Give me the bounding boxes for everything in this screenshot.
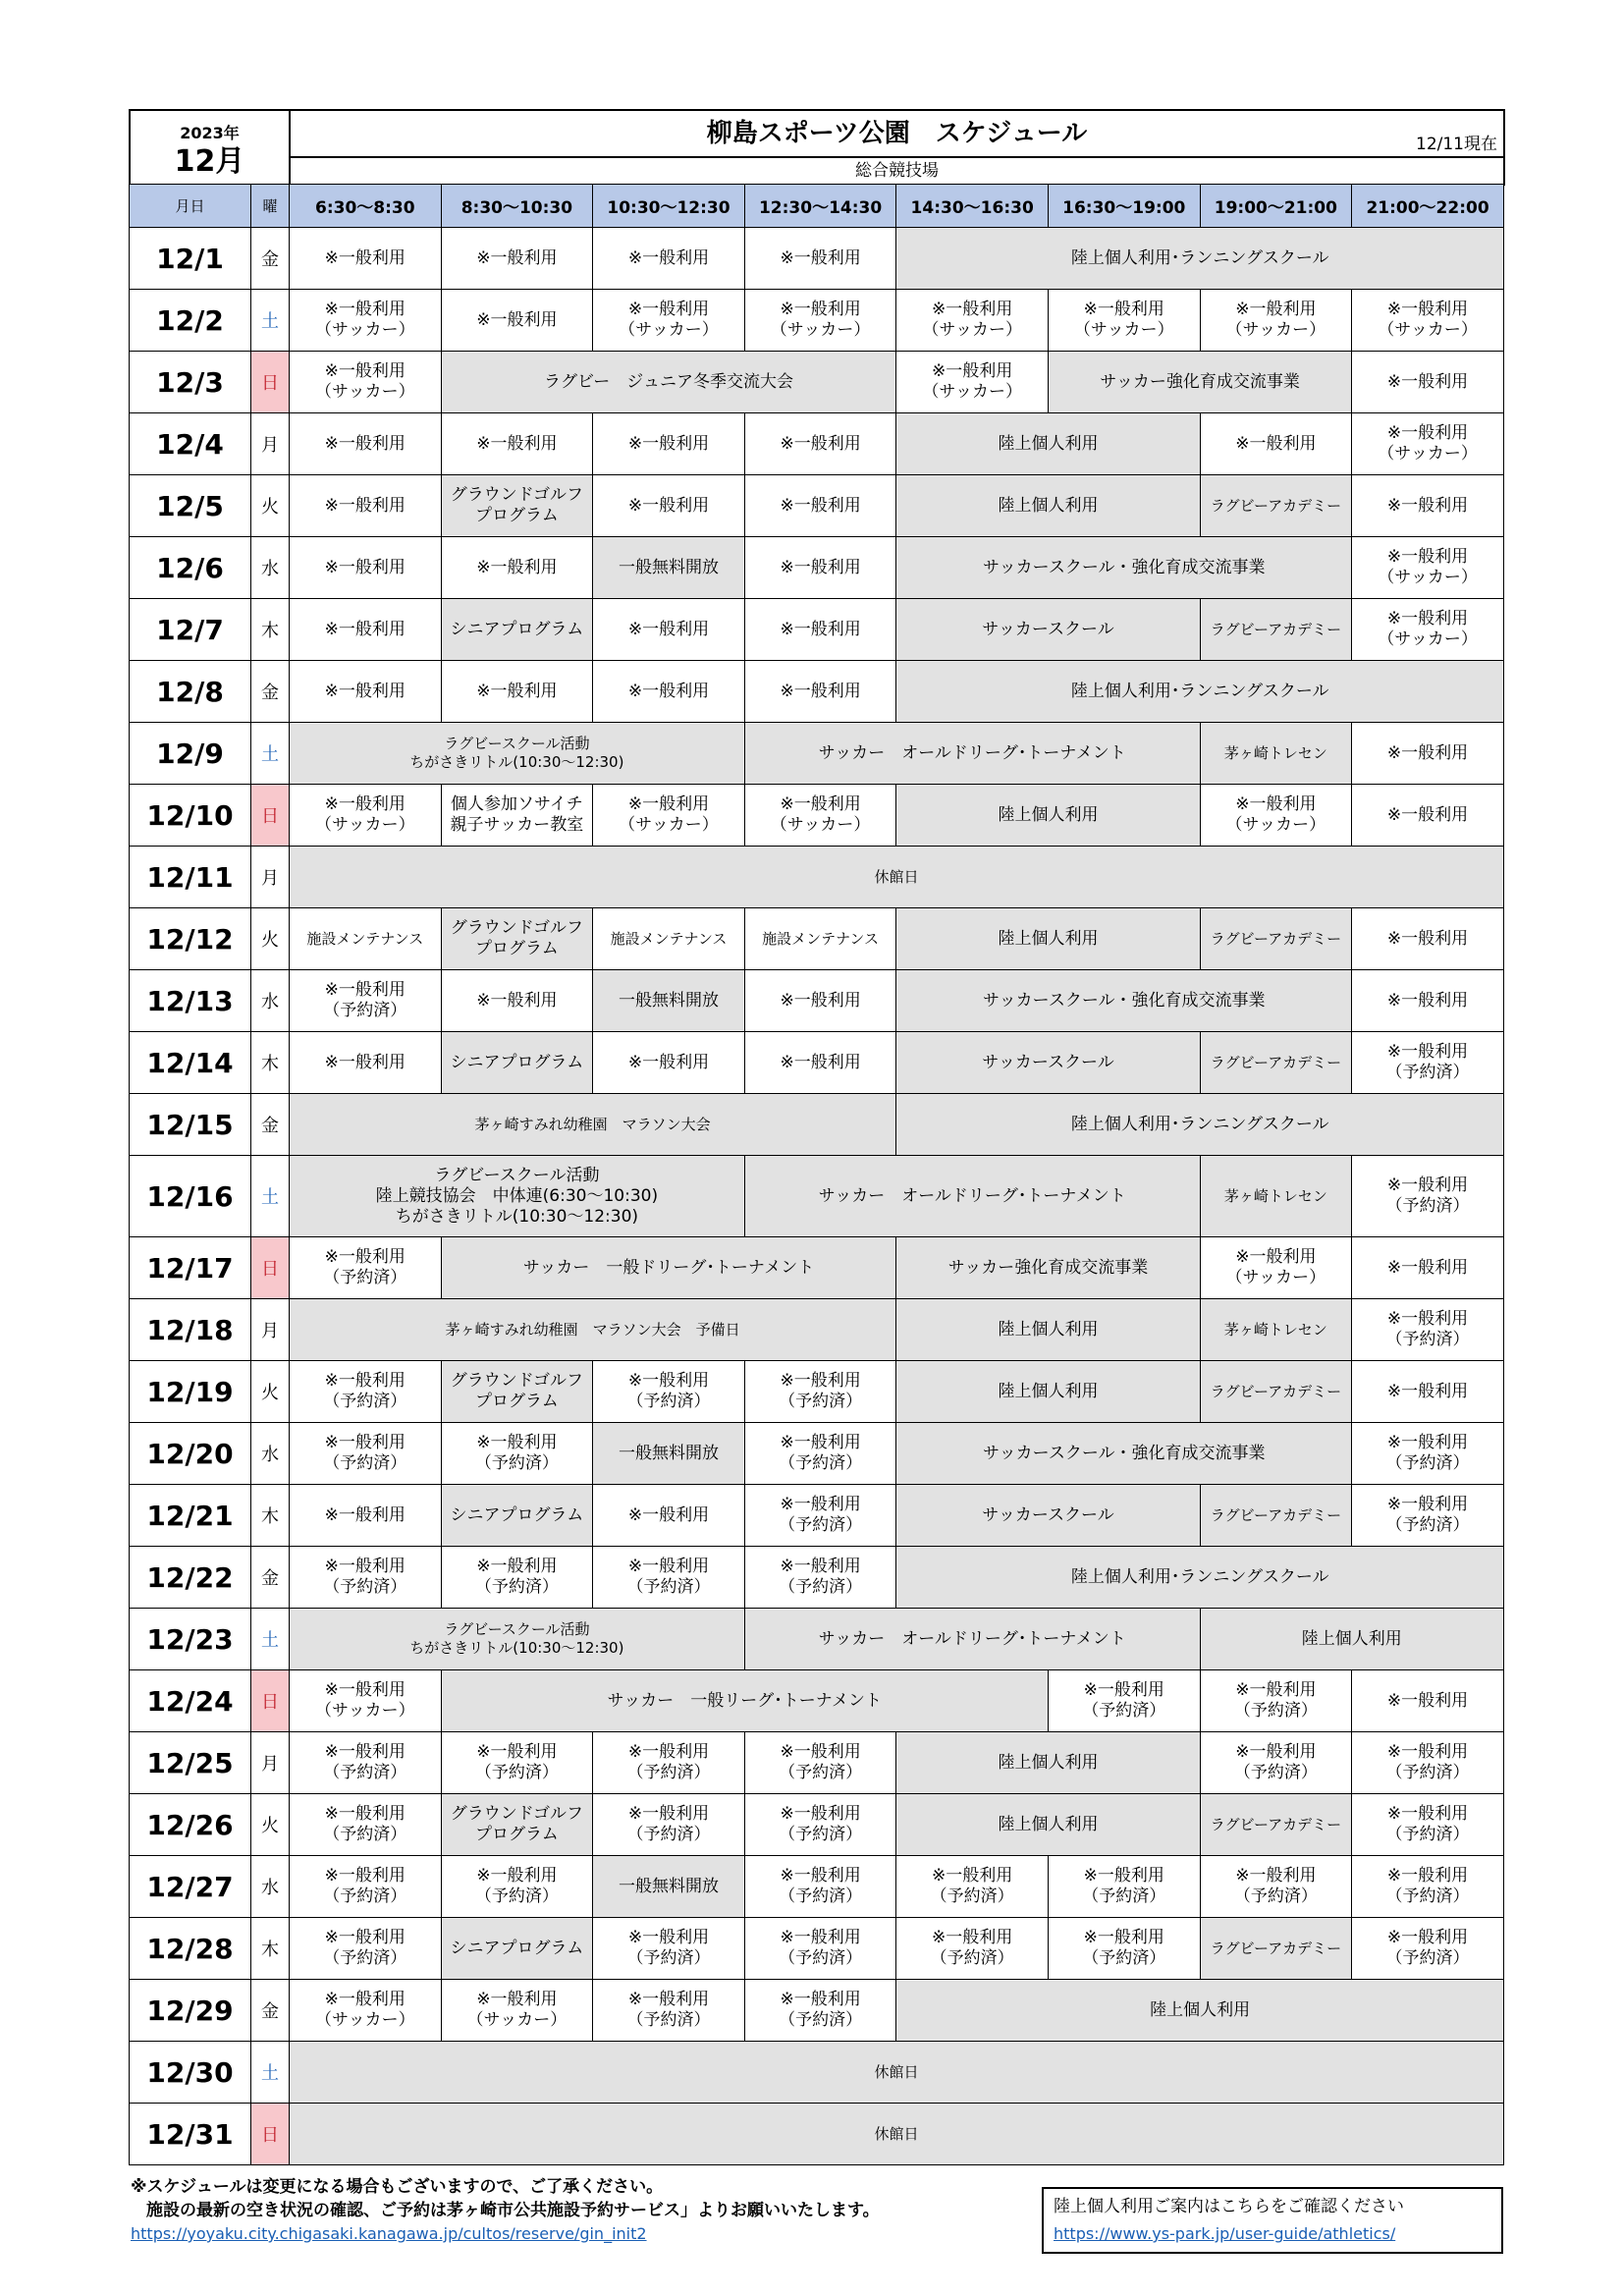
schedule-cell: 陸上個人利用 (896, 908, 1200, 970)
schedule-row (130, 2104, 1504, 2165)
row-date: 12/1 (130, 228, 251, 290)
schedule-cell: ※一般利用 （予約済） (290, 1547, 442, 1609)
row-weekday: 水 (251, 1856, 290, 1918)
schedule-cell: サッカースクール・強化育成交流事業 (896, 970, 1352, 1032)
athletics-info-link[interactable]: https://www.ys-park.jp/user-guide/athletics/ (1054, 2224, 1396, 2243)
schedule-cell: ラグビースクール活動 陸上競技協会 中体連(6:30～10:30) ちがさきリトル(10:30～12:30) (290, 1156, 745, 1237)
schedule-cell: ※一般利用 （サッカー） (290, 1670, 442, 1732)
schedule-cell: ※一般利用 (441, 970, 593, 1032)
schedule-cell: ラグビーアカデミー (1200, 1485, 1352, 1547)
schedule-table (129, 184, 1504, 2165)
row-date: 12/7 (130, 599, 251, 661)
schedule-cell: ラグビースクール活動 ちがさきリトル(10:30～12:30) (290, 723, 745, 785)
schedule-cell: 茅ヶ崎すみれ幼稚園 マラソン大会 (290, 1094, 896, 1156)
schedule-row (130, 1856, 1504, 1918)
row-date: 12/30 (130, 2042, 251, 2104)
schedule-cell: ※一般利用 (441, 413, 593, 475)
schedule-cell: ※一般利用 (1352, 475, 1504, 537)
row-weekday: 金 (251, 1547, 290, 1609)
schedule-cell: ※一般利用 （予約済） (1352, 1156, 1504, 1237)
row-date: 12/13 (130, 970, 251, 1032)
schedule-row (130, 1547, 1504, 1609)
schedule-row (130, 970, 1504, 1032)
schedule-cell: ※一般利用 (290, 1485, 442, 1547)
schedule-cell: ※一般利用 (290, 661, 442, 723)
schedule-cell: ※一般利用 （サッカー） (1200, 290, 1352, 352)
row-weekday: 金 (251, 228, 290, 290)
row-weekday: 水 (251, 970, 290, 1032)
schedule-cell: ラグビーアカデミー (1200, 1918, 1352, 1980)
row-date: 12/23 (130, 1609, 251, 1670)
schedule-cell: サッカースクール (896, 1032, 1200, 1094)
schedule-cell: 陸上個人利用 (1200, 1609, 1503, 1670)
schedule-cell: 休館日 (290, 847, 1504, 908)
row-weekday: 火 (251, 908, 290, 970)
schedule-row (130, 1980, 1504, 2042)
schedule-cell: ラグビーアカデミー (1200, 1361, 1352, 1423)
schedule-cell: 陸上個人利用･ランニングスクール (896, 1094, 1504, 1156)
schedule-cell: ※一般利用 （サッカー） (441, 1980, 593, 2042)
schedule-cell: ※一般利用 （予約済） (441, 1732, 593, 1794)
schedule-cell: グラウンドゴルフ プログラム (441, 475, 593, 537)
schedule-cell: サッカースクール・強化育成交流事業 (896, 537, 1352, 599)
schedule-cell: 茅ヶ崎トレセン (1200, 723, 1352, 785)
row-weekday: 月 (251, 413, 290, 475)
schedule-cell: ※一般利用 (744, 970, 896, 1032)
schedule-cell: ※一般利用 （サッカー） (1352, 537, 1504, 599)
schedule-cell: ※一般利用 (290, 537, 442, 599)
schedule-cell: 茅ヶ崎すみれ幼稚園 マラソン大会 予備日 (290, 1299, 896, 1361)
schedule-cell: ※一般利用 （予約済） (744, 1918, 896, 1980)
schedule-row (130, 661, 1504, 723)
schedule-cell: ※一般利用 （予約済） (744, 1794, 896, 1856)
row-weekday: 水 (251, 537, 290, 599)
row-weekday: 土 (251, 290, 290, 352)
schedule-cell: ※一般利用 （予約済） (744, 1980, 896, 2042)
schedule-cell: ※一般利用 (290, 1032, 442, 1094)
schedule-row (130, 1670, 1504, 1732)
schedule-row (130, 1361, 1504, 1423)
schedule-cell: ※一般利用 （サッカー） (593, 785, 745, 847)
schedule-cell: ※一般利用 （予約済） (290, 1856, 442, 1918)
schedule-cell: ※一般利用 (744, 228, 896, 290)
row-weekday: 日 (251, 785, 290, 847)
row-date: 12/26 (130, 1794, 251, 1856)
schedule-cell: ※一般利用 （予約済） (441, 1856, 593, 1918)
time-slot-header: 8:30～10:30 (441, 185, 593, 228)
schedule-cell: ※一般利用 (290, 475, 442, 537)
time-slot-header: 10:30～12:30 (593, 185, 745, 228)
schedule-cell: 陸上個人利用 (896, 785, 1200, 847)
schedule-cell: ※一般利用 （予約済） (1200, 1670, 1352, 1732)
schedule-cell: ※一般利用 （予約済） (1352, 1299, 1504, 1361)
schedule-cell: ※一般利用 （予約済） (441, 1423, 593, 1485)
year-label: 2023年 (180, 123, 240, 142)
schedule-cell: 休館日 (290, 2104, 1504, 2165)
schedule-cell: 陸上個人利用･ランニングスクール (896, 1547, 1504, 1609)
time-slot-header: 12:30～14:30 (744, 185, 896, 228)
schedule-cell: ※一般利用 （予約済） (744, 1856, 896, 1918)
schedule-cell: ※一般利用 （予約済） (1048, 1918, 1200, 1980)
row-date: 12/6 (130, 537, 251, 599)
schedule-cell: 陸上個人利用 (896, 475, 1200, 537)
title-text: 柳島スポーツ公園 スケジュール (706, 119, 1088, 148)
schedule-cell: 一般無料開放 (593, 970, 745, 1032)
row-date: 12/9 (130, 723, 251, 785)
schedule-cell: シニアプログラム (441, 599, 593, 661)
schedule-cell: 陸上個人利用 (896, 413, 1200, 475)
row-date: 12/29 (130, 1980, 251, 2042)
row-weekday: 月 (251, 847, 290, 908)
schedule-cell: ※一般利用 (441, 661, 593, 723)
row-date: 12/17 (130, 1237, 251, 1299)
row-date: 12/3 (130, 352, 251, 413)
schedule-cell: ※一般利用 (1352, 908, 1504, 970)
column-header-row (130, 185, 1504, 228)
schedule-cell: ラグビーアカデミー (1200, 1032, 1352, 1094)
schedule-cell: ※一般利用 （サッカー） (1200, 1237, 1352, 1299)
schedule-row (130, 413, 1504, 475)
schedule-cell: ※一般利用 （予約済） (1200, 1732, 1352, 1794)
schedule-cell: ※一般利用 （予約済） (290, 1794, 442, 1856)
schedule-cell: ※一般利用 （予約済） (744, 1732, 896, 1794)
row-date: 12/19 (130, 1361, 251, 1423)
row-weekday: 木 (251, 599, 290, 661)
schedule-cell: ※一般利用 （予約済） (1352, 1032, 1504, 1094)
schedule-cell: ※一般利用 (744, 537, 896, 599)
schedule-row (130, 1609, 1504, 1670)
schedule-cell: 一般無料開放 (593, 1856, 745, 1918)
row-date: 12/16 (130, 1156, 251, 1237)
schedule-cell: ※一般利用 （予約済） (1352, 1423, 1504, 1485)
schedule-cell: ※一般利用 （サッカー） (1352, 599, 1504, 661)
schedule-cell: ラグビースクール活動 ちがさきリトル(10:30～12:30) (290, 1609, 745, 1670)
schedule-cell: ※一般利用 （予約済） (593, 1918, 745, 1980)
schedule-cell: ※一般利用 (744, 661, 896, 723)
row-weekday: 火 (251, 1361, 290, 1423)
month-label: 12月 (174, 143, 245, 179)
row-weekday: 金 (251, 661, 290, 723)
year-month-cell (130, 110, 290, 185)
schedule-row (130, 1237, 1504, 1299)
schedule-row (130, 1732, 1504, 1794)
schedule-cell: ※一般利用 （予約済） (593, 1361, 745, 1423)
schedule-cell: サッカースクール (896, 1485, 1200, 1547)
row-weekday: 木 (251, 1032, 290, 1094)
row-date: 12/21 (130, 1485, 251, 1547)
schedule-cell: ※一般利用 (441, 228, 593, 290)
schedule-cell: ※一般利用 (593, 413, 745, 475)
schedule-row (130, 1485, 1504, 1547)
row-date: 12/10 (130, 785, 251, 847)
schedule-row (130, 1094, 1504, 1156)
schedule-row (130, 785, 1504, 847)
schedule-cell: ※一般利用 (1352, 723, 1504, 785)
schedule-row (130, 2042, 1504, 2104)
schedule-cell: ※一般利用 （予約済） (896, 1856, 1049, 1918)
schedule-cell: ※一般利用 （サッカー） (290, 352, 442, 413)
schedule-cell: ※一般利用 （サッカー） (1352, 413, 1504, 475)
schedule-row (130, 537, 1504, 599)
schedule-cell: ※一般利用 （予約済） (744, 1361, 896, 1423)
schedule-cell: サッカー強化育成交流事業 (896, 1237, 1200, 1299)
schedule-cell: 陸上個人利用･ランニングスクール (896, 228, 1504, 290)
schedule-cell: 陸上個人利用 (896, 1794, 1200, 1856)
schedule-cell: グラウンドゴルフ プログラム (441, 1794, 593, 1856)
reservation-link[interactable]: https://yoyaku.city.chigasaki.kanagawa.jp/cultos/reserve/gin_init2 (131, 2224, 647, 2243)
schedule-cell: 施設メンテナンス (744, 908, 896, 970)
schedule-cell: ※一般利用 (441, 290, 593, 352)
schedule-row (130, 228, 1504, 290)
row-weekday: 月 (251, 1299, 290, 1361)
row-date: 12/31 (130, 2104, 251, 2165)
schedule-cell: ※一般利用 （予約済） (593, 1980, 745, 2042)
schedule-row (130, 1032, 1504, 1094)
schedule-cell: ※一般利用 （予約済） (290, 1361, 442, 1423)
schedule-cell: シニアプログラム (441, 1032, 593, 1094)
schedule-cell: ※一般利用 （予約済） (290, 970, 442, 1032)
as-of-date: 12/11現在 (1416, 135, 1497, 154)
schedule-cell: サッカー強化育成交流事業 (1048, 352, 1351, 413)
row-weekday: 火 (251, 475, 290, 537)
schedule-cell: ※一般利用 （予約済） (896, 1918, 1049, 1980)
row-weekday: 土 (251, 1156, 290, 1237)
row-date: 12/4 (130, 413, 251, 475)
schedule-row (130, 1918, 1504, 1980)
row-weekday: 土 (251, 723, 290, 785)
schedule-cell: ※一般利用 (744, 599, 896, 661)
schedule-cell: ※一般利用 (593, 599, 745, 661)
schedule-cell: ※一般利用 （予約済） (744, 1485, 896, 1547)
schedule-cell: ラグビーアカデミー (1200, 1794, 1352, 1856)
time-slot-header: 16:30～19:00 (1048, 185, 1200, 228)
schedule-cell: ※一般利用 (593, 1032, 745, 1094)
page-title (290, 110, 1504, 157)
schedule-cell: 休館日 (290, 2042, 1504, 2104)
schedule-cell: ラグビーアカデミー (1200, 599, 1352, 661)
row-weekday: 日 (251, 1237, 290, 1299)
row-weekday: 月 (251, 1732, 290, 1794)
row-date: 12/22 (130, 1547, 251, 1609)
schedule-cell: ※一般利用 （予約済） (593, 1732, 745, 1794)
schedule-cell: サッカースクール (896, 599, 1200, 661)
schedule-row (130, 599, 1504, 661)
schedule-cell: ※一般利用 （予約済） (1200, 1856, 1352, 1918)
row-weekday: 金 (251, 1094, 290, 1156)
row-date: 12/28 (130, 1918, 251, 1980)
schedule-cell: 一般無料開放 (593, 1423, 745, 1485)
schedule-cell: 茅ヶ崎トレセン (1200, 1156, 1352, 1237)
schedule-row (130, 475, 1504, 537)
schedule-cell: ※一般利用 (593, 228, 745, 290)
schedule-cell: サッカー オールドリーグ･トーナメント (744, 1609, 1200, 1670)
row-date: 12/12 (130, 908, 251, 970)
schedule-cell: ラグビーアカデミー (1200, 908, 1352, 970)
schedule-cell: ※一般利用 (1352, 785, 1504, 847)
schedule-cell: ※一般利用 (744, 413, 896, 475)
schedule-cell: 茅ヶ崎トレセン (1200, 1299, 1352, 1361)
schedule-cell: ※一般利用 (593, 475, 745, 537)
row-date: 12/24 (130, 1670, 251, 1732)
schedule-row (130, 1156, 1504, 1237)
schedule-cell: ※一般利用 （サッカー） (290, 290, 442, 352)
schedule-cell: ※一般利用 （予約済） (1352, 1918, 1504, 1980)
schedule-cell: 陸上個人利用 (896, 1299, 1200, 1361)
schedule-cell: ※一般利用 （予約済） (290, 1732, 442, 1794)
schedule-cell: ※一般利用 （予約済） (1352, 1794, 1504, 1856)
row-weekday: 日 (251, 352, 290, 413)
row-date: 12/8 (130, 661, 251, 723)
schedule-cell: サッカースクール・強化育成交流事業 (896, 1423, 1352, 1485)
row-weekday: 土 (251, 1609, 290, 1670)
schedule-cell: ※一般利用 （サッカー） (744, 785, 896, 847)
schedule-cell: ※一般利用 （予約済） (1048, 1670, 1200, 1732)
row-date: 12/11 (130, 847, 251, 908)
schedule-header (129, 109, 1505, 186)
schedule-row (130, 847, 1504, 908)
schedule-cell: ※一般利用 （サッカー） (1048, 290, 1200, 352)
schedule-cell: ※一般利用 （予約済） (290, 1237, 442, 1299)
row-weekday: 土 (251, 2042, 290, 2104)
schedule-cell: ※一般利用 (1352, 1237, 1504, 1299)
schedule-cell: ※一般利用 （サッカー） (744, 290, 896, 352)
schedule-row (130, 1299, 1504, 1361)
schedule-cell: 陸上個人利用 (896, 1361, 1200, 1423)
schedule-cell: ※一般利用 （予約済） (744, 1423, 896, 1485)
schedule-cell: ※一般利用 (441, 537, 593, 599)
row-weekday: 木 (251, 1485, 290, 1547)
row-weekday: 木 (251, 1918, 290, 1980)
schedule-cell: ※一般利用 （サッカー） (896, 352, 1049, 413)
note-change: ※スケジュールは変更になる場合もございますので、ご了承ください。 (131, 2177, 664, 2197)
schedule-cell: ※一般利用 （予約済） (1048, 1856, 1200, 1918)
schedule-cell: ※一般利用 (290, 599, 442, 661)
schedule-cell: 陸上個人利用 (896, 1732, 1200, 1794)
schedule-row (130, 723, 1504, 785)
athletics-info-text: 陸上個人利用ご案内はこちらをご確認ください (1054, 2197, 1404, 2216)
row-date: 12/18 (130, 1299, 251, 1361)
schedule-row (130, 1794, 1504, 1856)
row-date: 12/2 (130, 290, 251, 352)
schedule-cell: ※一般利用 (593, 661, 745, 723)
schedule-cell: ※一般利用 (290, 228, 442, 290)
schedule-cell: ※一般利用 （予約済） (593, 1794, 745, 1856)
schedule-cell: サッカー オールドリーグ･トーナメント (744, 1156, 1200, 1237)
schedule-row (130, 352, 1504, 413)
row-weekday: 日 (251, 1670, 290, 1732)
schedule-rows (130, 228, 1504, 2165)
schedule-row (130, 1423, 1504, 1485)
schedule-cell: 施設メンテナンス (593, 908, 745, 970)
row-weekday: 日 (251, 2104, 290, 2165)
row-weekday: 水 (251, 1423, 290, 1485)
schedule-cell: 一般無料開放 (593, 537, 745, 599)
schedule-cell: ※一般利用 （サッカー） (1352, 290, 1504, 352)
schedule-cell: ※一般利用 (1352, 1670, 1504, 1732)
row-date: 12/14 (130, 1032, 251, 1094)
schedule-cell: ※一般利用 （サッカー） (290, 1980, 442, 2042)
time-slot-header: 21:00～22:00 (1352, 185, 1504, 228)
schedule-cell: シニアプログラム (441, 1918, 593, 1980)
schedule-cell: ※一般利用 (744, 1032, 896, 1094)
schedule-cell: ※一般利用 (1200, 413, 1352, 475)
schedule-cell: ※一般利用 (744, 475, 896, 537)
schedule-cell: ※一般利用 （予約済） (593, 1547, 745, 1609)
athletics-info-box (1042, 2187, 1503, 2254)
schedule-cell: 陸上個人利用･ランニングスクール (896, 661, 1504, 723)
schedule-cell: ※一般利用 （予約済） (1352, 1732, 1504, 1794)
time-slot-header: 19:00～21:00 (1200, 185, 1352, 228)
schedule-cell: ラグビー ジュニア冬季交流大会 (441, 352, 896, 413)
schedule-row (130, 908, 1504, 970)
schedule-cell: ※一般利用 （予約済） (1352, 1856, 1504, 1918)
schedule-cell: ※一般利用 （予約済） (290, 1423, 442, 1485)
row-weekday: 火 (251, 1794, 290, 1856)
schedule-row (130, 290, 1504, 352)
dow-column-header: 曜 (251, 185, 290, 228)
schedule-cell: ※一般利用 （予約済） (744, 1547, 896, 1609)
schedule-cell: グラウンドゴルフ プログラム (441, 908, 593, 970)
row-weekday: 金 (251, 1980, 290, 2042)
date-column-header: 月日 (130, 185, 251, 228)
row-date: 12/27 (130, 1856, 251, 1918)
schedule-cell: ※一般利用 （予約済） (1352, 1485, 1504, 1547)
schedule-cell: ※一般利用 (1352, 352, 1504, 413)
schedule-cell: ※一般利用 (1352, 1361, 1504, 1423)
row-date: 12/15 (130, 1094, 251, 1156)
schedule-cell: ※一般利用 （サッカー） (1200, 785, 1352, 847)
schedule-cell: ※一般利用 (593, 1485, 745, 1547)
schedule-cell: シニアプログラム (441, 1485, 593, 1547)
schedule-cell: サッカー オールドリーグ･トーナメント (744, 723, 1200, 785)
schedule-cell: ラグビーアカデミー (1200, 475, 1352, 537)
schedule-cell: ※一般利用 （サッカー） (290, 785, 442, 847)
row-date: 12/25 (130, 1732, 251, 1794)
schedule-cell: サッカー 一般ドリーグ･トーナメント (441, 1237, 896, 1299)
note-reservation: 施設の最新の空き状況の確認、ご予約は茅ヶ崎市公共施設予約サービス」よりお願いいたします。 (146, 2201, 880, 2220)
schedule-cell: ※一般利用 (290, 413, 442, 475)
schedule-cell: ※一般利用 （サッカー） (896, 290, 1049, 352)
time-slot-header: 14:30～16:30 (896, 185, 1049, 228)
schedule-cell: 個人参加ソサイチ 親子サッカー教室 (441, 785, 593, 847)
time-slot-header: 6:30～8:30 (290, 185, 442, 228)
schedule-cell: グラウンドゴルフ プログラム (441, 1361, 593, 1423)
schedule-cell: ※一般利用 （予約済） (441, 1547, 593, 1609)
schedule-cell: ※一般利用 （サッカー） (593, 290, 745, 352)
venue-label: 総合競技場 (290, 157, 1504, 185)
footer-notes (131, 2175, 1073, 2246)
schedule-cell: 施設メンテナンス (290, 908, 442, 970)
schedule-cell: ※一般利用 （予約済） (290, 1918, 442, 1980)
row-date: 12/20 (130, 1423, 251, 1485)
row-date: 12/5 (130, 475, 251, 537)
schedule-cell: ※一般利用 (1352, 970, 1504, 1032)
schedule-cell: 陸上個人利用 (896, 1980, 1504, 2042)
schedule-cell: サッカー 一般リーグ･トーナメント (441, 1670, 1048, 1732)
